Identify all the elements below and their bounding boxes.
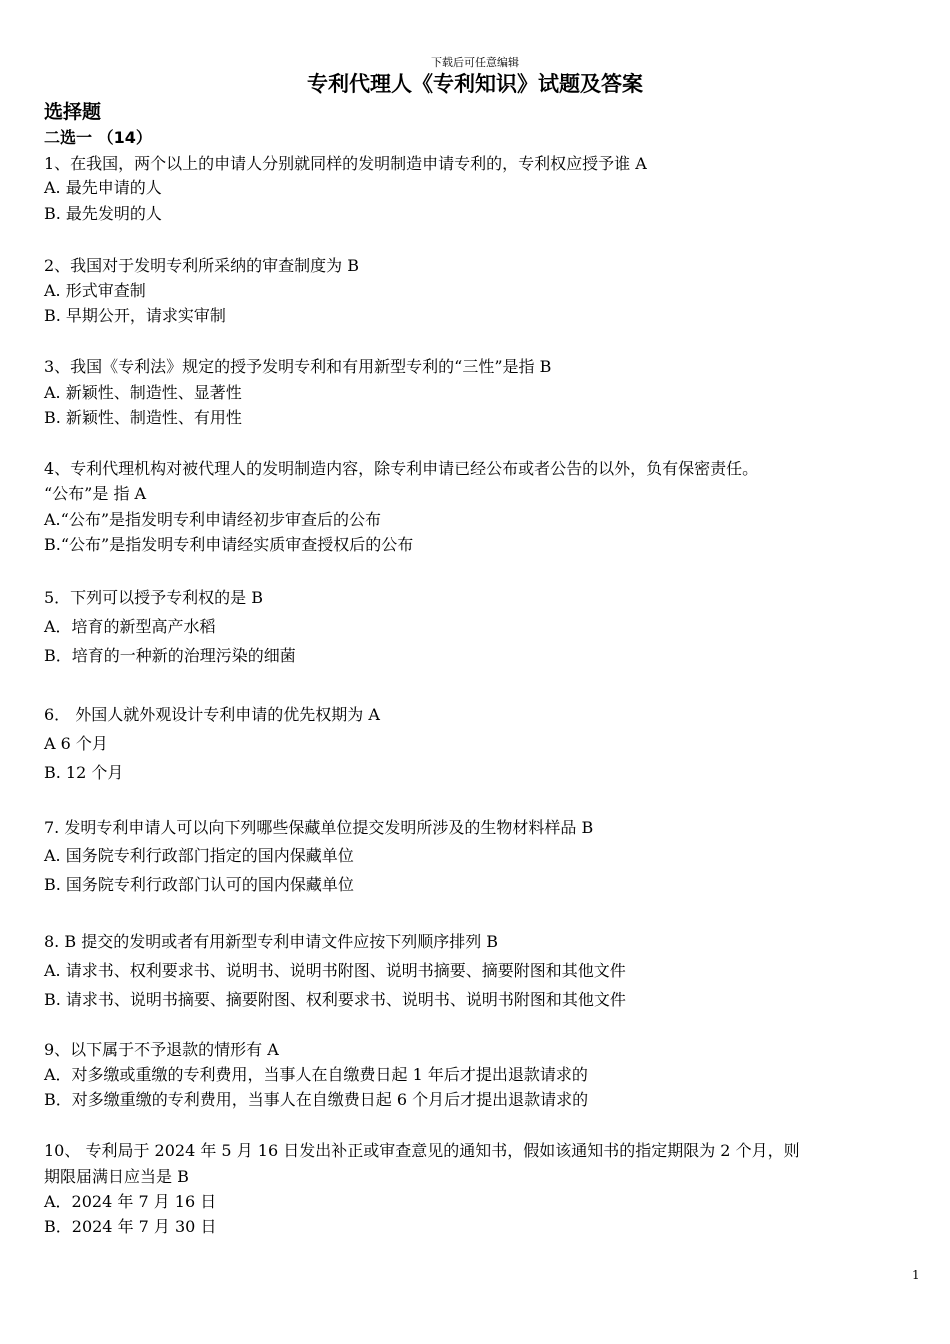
- option-a: A．培育的新型高产水稻: [44, 617, 216, 636]
- option-b: B. 新颖性、制造性、有用性: [44, 408, 242, 427]
- option-b: B. 请求书、说明书摘要、摘要附图、权利要求书、说明书、说明书附图和其他文件: [44, 990, 626, 1009]
- question-text: 5．下列可以授予专利权的是 B: [44, 588, 264, 607]
- option-a: A. 新颖性、制造性、显著性: [44, 383, 242, 402]
- option-b: B. 国务院专利行政部门认可的国内保藏单位: [44, 875, 354, 894]
- option-a: A. 最先申请的人: [44, 178, 162, 197]
- option-a: A. 形式审查制: [44, 281, 146, 300]
- question-text: 8. B 提交的发明或者有用新型专利申请文件应按下列顺序排列 B: [44, 932, 499, 951]
- option-b: B．2024 年 7 月 30 日: [44, 1217, 217, 1236]
- option-a: A. 国务院专利行政部门指定的国内保藏单位: [44, 846, 354, 865]
- question-text: 6． 外国人就外观设计专利申请的优先权期为 A: [44, 705, 380, 724]
- question-text: 1、在我国，两个以上的申请人分别就同样的发明制造申请专利的，专利权应授予谁 A: [44, 154, 647, 173]
- option-b: B．对多缴重缴的专利费用，当事人在自缴费日起 6 个月后才提出退款请求的: [44, 1090, 589, 1109]
- section-title: 选择题: [44, 101, 102, 123]
- option-a: A. 请求书、权利要求书、说明书、说明书附图、说明书摘要、摘要附图和其他文件: [44, 961, 626, 980]
- question-text-continued: 期限届满日应当是 B: [44, 1167, 189, 1186]
- option-a: A．对多缴或重缴的专利费用，当事人在自缴费日起 1 年后才提出退款请求的: [44, 1065, 588, 1084]
- option-b: B. 12 个月: [44, 763, 124, 782]
- subsection-title: 二选一 （14）: [44, 128, 152, 147]
- question-text: 10、 专利局于 2024 年 5 月 16 日发出补正或审查意见的通知书，假如该通知书的指定期限为 2 个月，则: [44, 1141, 800, 1160]
- option-b: B. 早期公开，请求实审制: [44, 306, 226, 325]
- question-text-continued: “公布”是 指 A: [44, 484, 147, 503]
- header-note: 下载后可任意编辑: [431, 56, 519, 69]
- option-b: B．培育的一种新的治理污染的细菌: [44, 646, 296, 665]
- option-b: B. 最先发明的人: [44, 204, 162, 223]
- question-text: 2、我国对于发明专利所采纳的审查制度为 B: [44, 256, 360, 275]
- question-text: 7. 发明专利申请人可以向下列哪些保藏单位提交发明所涉及的生物材料样品 B: [44, 818, 594, 837]
- option-a: A 6 个月: [44, 734, 108, 753]
- option-a: A．2024 年 7 月 16 日: [44, 1192, 217, 1211]
- option-a: A.“公布”是指发明专利申请经初步审查后的公布: [44, 510, 382, 529]
- question-text: 9、以下属于不予退款的情形有 A: [44, 1040, 279, 1059]
- option-b: B.“公布”是指发明专利申请经实质审查授权后的公布: [44, 535, 414, 554]
- page-number: 1: [912, 1268, 920, 1282]
- question-text: 4、专利代理机构对被代理人的发明制造内容，除专利申请已经公布或者公告的以外，负有保密责任。: [44, 459, 759, 478]
- document-title: 专利代理人《专利知识》试题及答案: [307, 72, 643, 96]
- question-text: 3、我国《专利法》规定的授予发明专利和有用新型专利的“三性”是指 B: [44, 357, 552, 376]
